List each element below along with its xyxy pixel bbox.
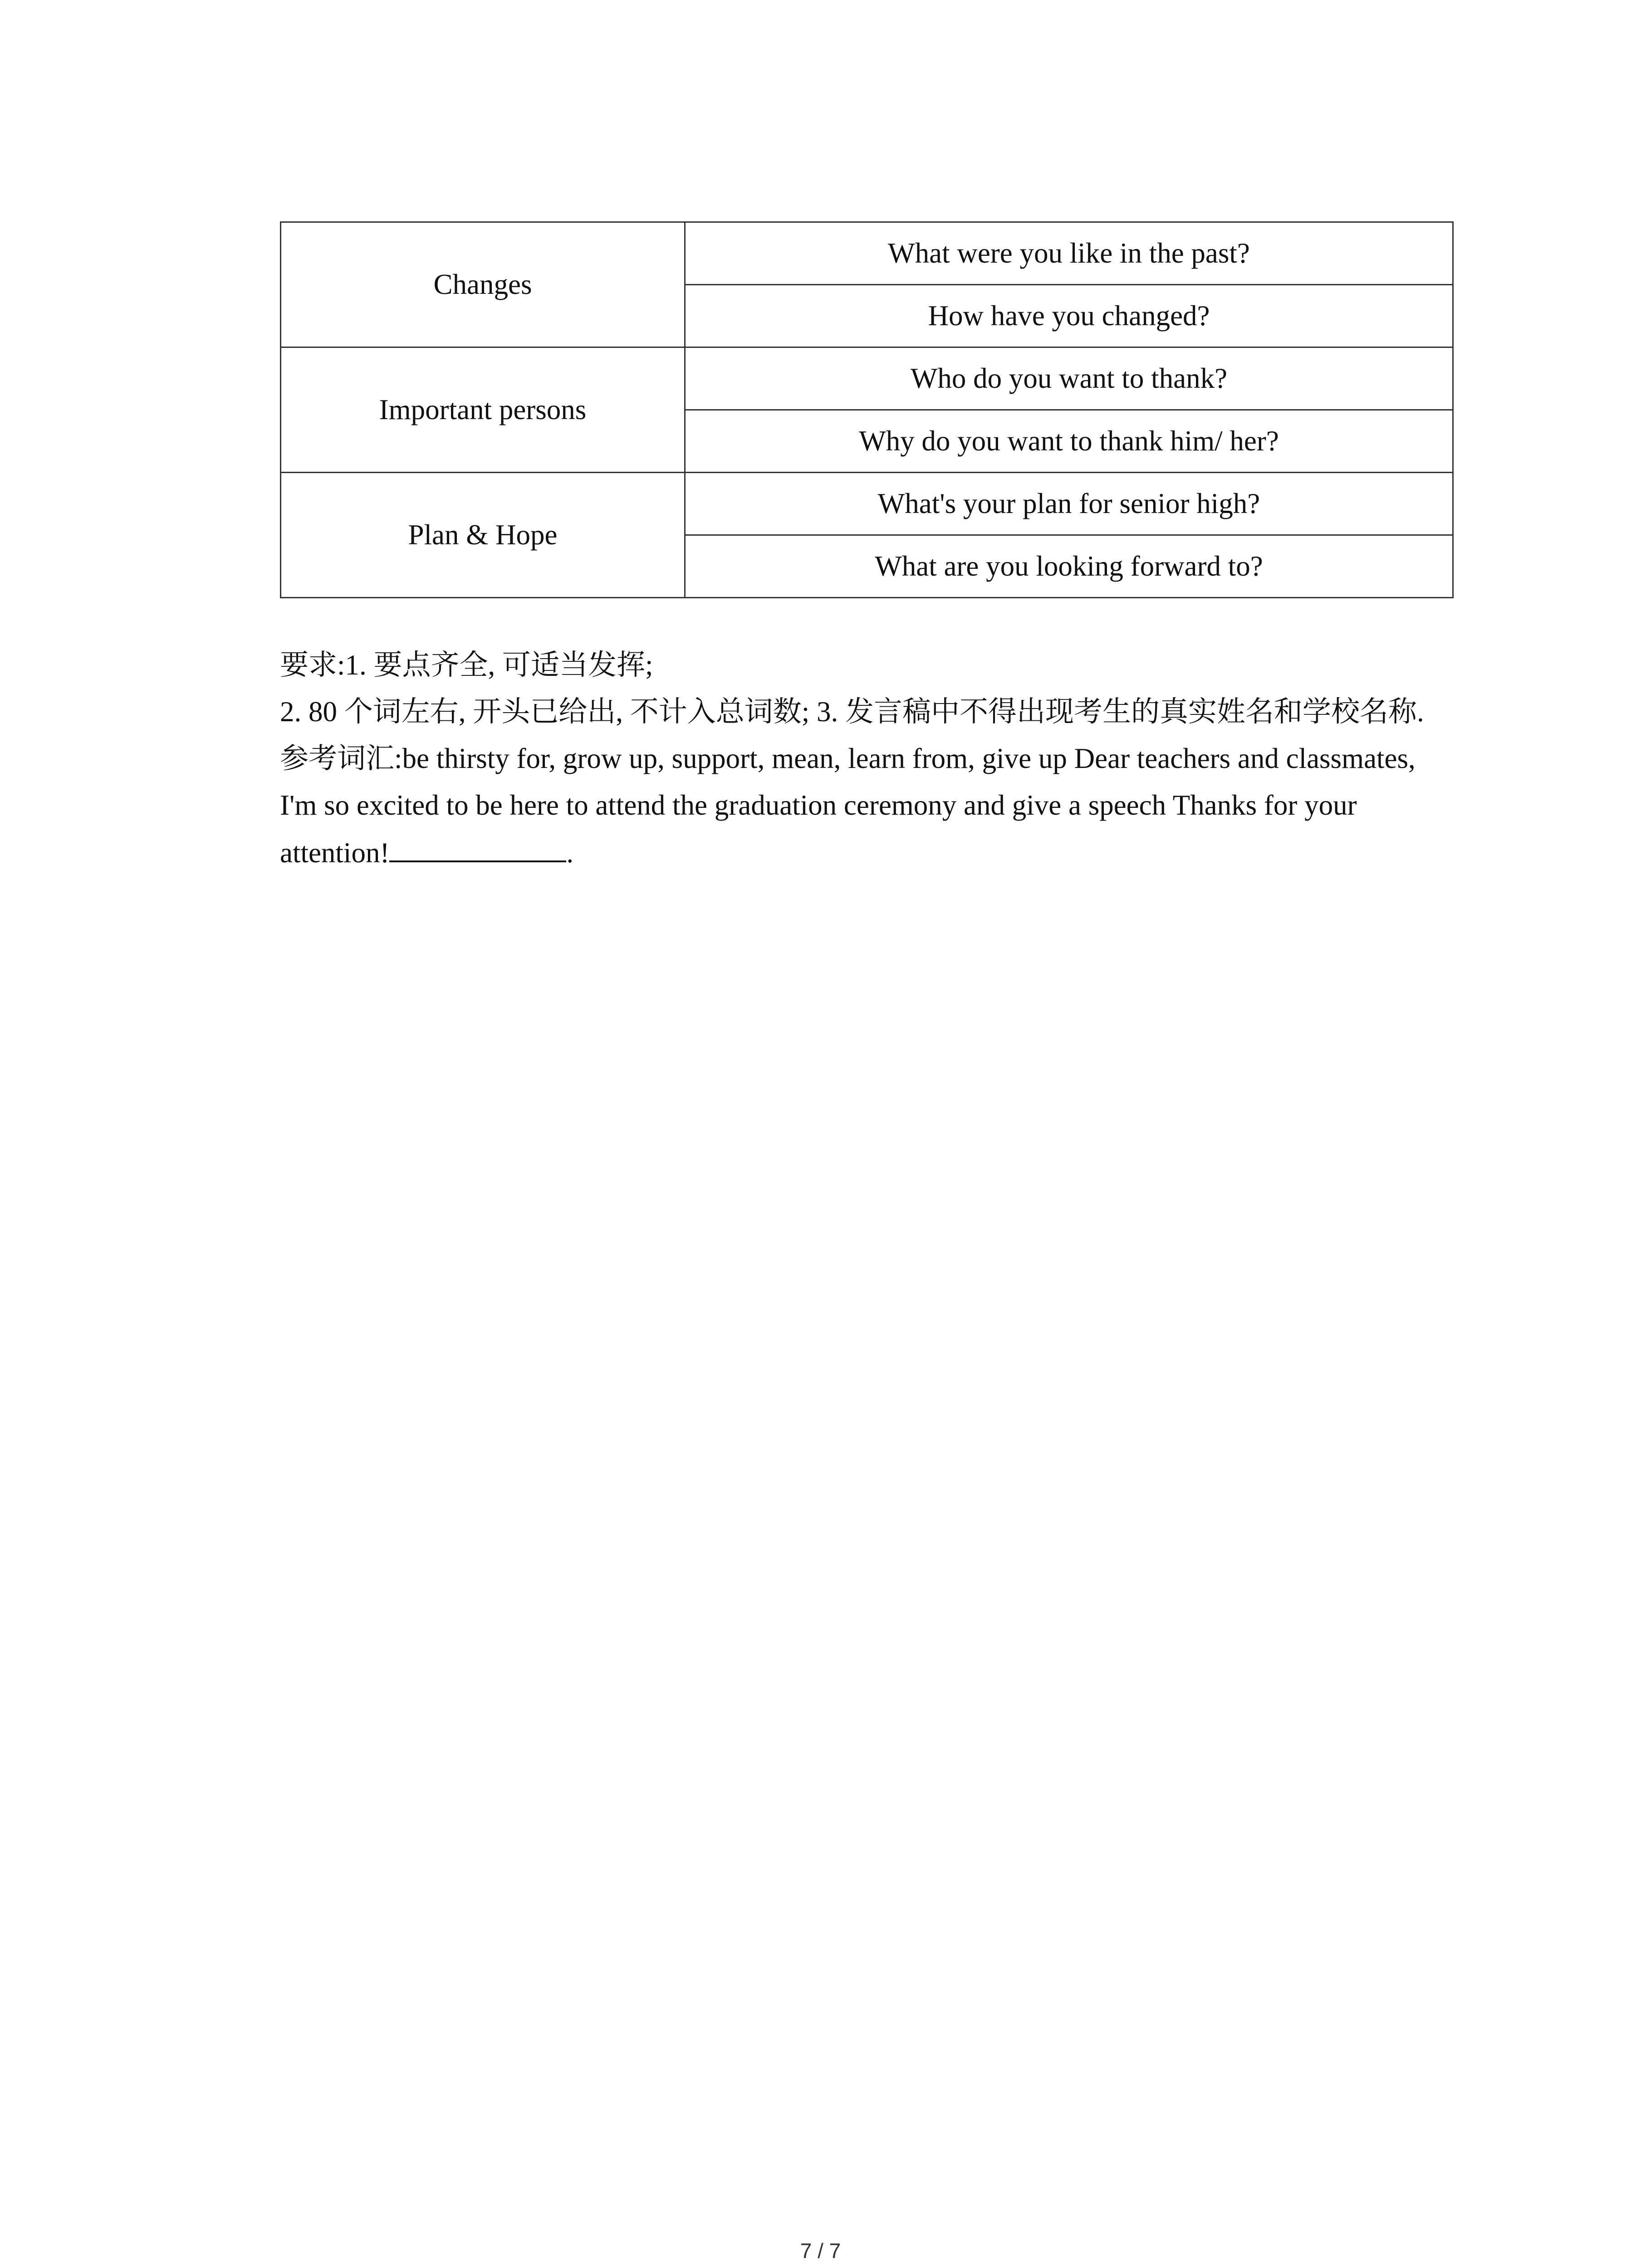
question-cell: Who do you want to thank? xyxy=(685,347,1453,410)
requirements-block xyxy=(280,642,1460,876)
question-cell: How have you changed? xyxy=(685,285,1453,347)
end-punctuation: . xyxy=(566,837,574,869)
question-cell: What's your plan for senior high? xyxy=(685,473,1453,535)
question-cell: What are you looking forward to? xyxy=(685,535,1453,598)
table-row xyxy=(281,473,1453,535)
requirements-line-2: 2. 80 个词左右, 开头已给出, 不计入总词数; 3. 发言稿中不得出现考生的真实姓名和学校名称. xyxy=(280,696,1424,728)
topic-plan-hope: Plan & Hope xyxy=(281,473,685,598)
page-number: 7 / 7 xyxy=(800,2239,841,2263)
question-cell: What were you like in the past? xyxy=(685,222,1453,285)
requirements-line-1: 要求:1. 要点齐全, 可适当发挥; xyxy=(280,649,653,681)
speech-opening xyxy=(280,782,1460,876)
table-row xyxy=(281,222,1453,285)
reference-vocabulary: 参考词汇:be thirsty for, grow up, support, mean, learn from, give up Dear teachers and classmates, xyxy=(280,743,1416,774)
topic-changes: Changes xyxy=(281,222,685,347)
question-cell: Why do you want to thank him/ her? xyxy=(685,410,1453,473)
answer-blank[interactable] xyxy=(389,829,566,862)
outline-table xyxy=(280,221,1454,598)
speech-opening-text: I'm so excited to be here to attend the graduation ceremony and give a speech Thanks for your attention! xyxy=(280,789,1357,869)
table-row xyxy=(281,347,1453,410)
topic-important-persons: Important persons xyxy=(281,347,685,473)
